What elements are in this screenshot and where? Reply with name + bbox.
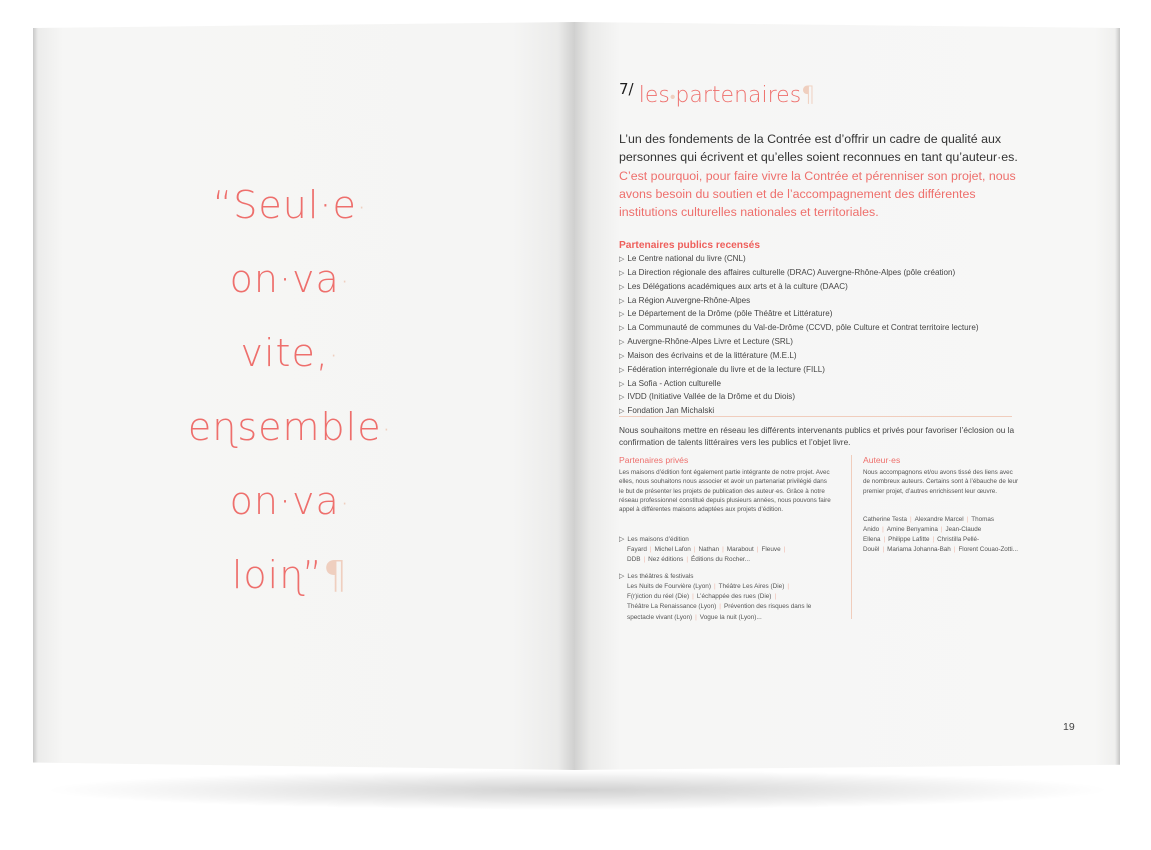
triangle-icon: ▷ <box>619 394 625 402</box>
quote-line: eɳsemble· <box>187 405 393 449</box>
list-item: ▷ Le Centre national du livre (CNL) <box>619 253 1029 267</box>
intro-paragraph: L’un des fondements de la Contrée est d’offrir un cadre de qualité aux personnes qui écrivent et qu’elles soient reconnues en tant qu’auteur·es. C’est pourquoi, pour faire vivre la Contrée et pérenniser son projet, nous avons besoin du soutien et de l’accompagnement des différentes institutions culturelles nationales et territoriales. <box>619 132 1018 220</box>
pull-quote <box>150 168 430 612</box>
dot-mark: · <box>339 487 351 522</box>
authors-list: Catherine Testa | Alexandre Marcel | Thomas Anido | Amine Benyamina | Jean-Claude Ellena | Philippe Lafitte | Christilla Pellé-Douël | Mariama Johanna-Bah | Florent Couao-Zotti... <box>863 516 1018 553</box>
pilcrow-icon: ¶ <box>322 553 349 597</box>
triangle-icon: ▷ <box>619 283 625 291</box>
list-item: ▷ Auvergne-Rhône-Alpes Livre et Lecture (SRL) <box>619 336 1029 350</box>
network-paragraph: Nous souhaitons mettre en réseau les différents intervenants publics et privés pour favoriser l’éclosion ou la confirmation de talents littéraires vers les publics et l’objet livre. <box>619 425 1015 447</box>
list-item: ▷ La Région Auvergne-Rhône-Alpes <box>619 295 1029 309</box>
triangle-icon: ▷ <box>619 311 625 319</box>
list-item: ▷ Fédération interrégionale du livre et de la lecture (FILL) <box>619 364 1029 378</box>
triangle-icon: ▷ <box>619 536 625 543</box>
divider <box>619 416 1012 417</box>
dot-mark: · <box>328 339 340 374</box>
section-number: 7/ <box>619 80 634 98</box>
publishers-list: Fayard | Michel Lafon | Nathan | Marabout | Fleuve | DDB | Nez éditions | Éditions du Rocher... <box>627 546 786 564</box>
quote-line: on·va· <box>229 479 351 523</box>
triangle-icon: ▷ <box>619 339 625 347</box>
title-word: partenaires <box>675 83 802 108</box>
public-partners-list <box>619 253 1029 419</box>
list-item: ▷ La Sofia - Action culturelle <box>619 378 1029 392</box>
dot-mark: · <box>339 265 351 300</box>
publishers-heading: ▷ Les maisons d’édition <box>619 536 689 543</box>
triangle-icon: ▷ <box>619 352 625 360</box>
list-item: ▷ Le Département de la Drôme (pôle Théâtre et Littérature) <box>619 308 1029 322</box>
private-partners-heading: Partenaires privés <box>619 455 689 465</box>
title-word: les <box>638 83 670 108</box>
page-number: 19 <box>1063 721 1075 733</box>
book-shadow <box>40 770 1115 810</box>
public-partners-heading: Partenaires publics recensés <box>619 240 761 251</box>
column-divider <box>851 455 852 619</box>
authors-heading: Auteur·es <box>863 455 901 465</box>
triangle-icon: ▷ <box>619 269 625 277</box>
triangle-icon: ▷ <box>619 325 625 333</box>
quote-line: on·va· <box>229 257 351 301</box>
triangle-icon: ▷ <box>619 297 625 305</box>
dot-mark: • <box>669 87 676 106</box>
list-item: ▷ Les Délégations académiques aux arts et à la culture (DAAC) <box>619 281 1029 295</box>
quote-line: “Seul·e· <box>212 183 368 227</box>
authors-text: Nous accompagnons et/ou avons tissé des liens avec de nombreux auteurs. Certains sont à l’ébauche de leur premier projet, d’autres enrichissent leur œuvre. <box>863 469 1019 495</box>
triangle-icon: ▷ <box>619 573 625 580</box>
triangle-icon: ▷ <box>619 408 625 416</box>
quote-line: loiɳ”¶ <box>231 553 349 597</box>
triangle-icon: ▷ <box>619 256 625 263</box>
private-partners-text: Les maisons d’édition font également partie intégrante de notre projet. Avec elles, nous souhaitons nous associer et avoir un partenariat privilégié dans le but de présenter les projets de publication des auteur·es. Grâce à notre réseau professionnel constitué depuis plusieurs années, nous pouvons faire appel à différentes maisons adaptées aux projets d’édition. <box>619 469 831 514</box>
triangle-icon: ▷ <box>619 380 625 388</box>
quote-line: vite,· <box>240 331 340 375</box>
page-title <box>619 80 815 108</box>
list-item: ▷ Maison des écrivains et de la littérature (M.E.L) <box>619 350 1029 364</box>
triangle-icon: ▷ <box>619 366 625 374</box>
intro-accent: C’est pourquoi, pour faire vivre la Contrée et pérenniser son projet, nous avons besoin du soutien et de l’accompagnement des différentes institutions culturelles nationales et territoriales. <box>619 168 1016 220</box>
festivals-heading: ▷ Les théâtres & festivals <box>619 573 694 580</box>
pilcrow-icon: ¶ <box>801 83 816 108</box>
list-item: ▷ La Direction régionale des affaires culturelle (DRAC) Auvergne-Rhône-Alpes (pôle création) <box>619 267 1029 281</box>
dot-mark: · <box>381 413 393 448</box>
festivals-list: Les Nuits de Fourvière (Lyon) | Théâtre Les Aires (Die) | F(r)iction du réel (Die) | L’échappée des rues (Die) | Théâtre La Renaissance (Lyon) | Prévention des risques dans le spectacle vivant (Lyon) | Vogue la nuit (Lyon)... <box>627 583 812 621</box>
dot-mark: · <box>356 191 368 226</box>
list-item: ▷ La Communauté de communes du Val-de-Drôme (CCVD, pôle Culture et Contrat territoire lecture) <box>619 322 1029 336</box>
list-item: ▷ Fondation Jan Michalski <box>619 405 1029 419</box>
list-item: ▷ IVDD (Initiative Vallée de la Drôme et du Diois) <box>619 391 1029 405</box>
